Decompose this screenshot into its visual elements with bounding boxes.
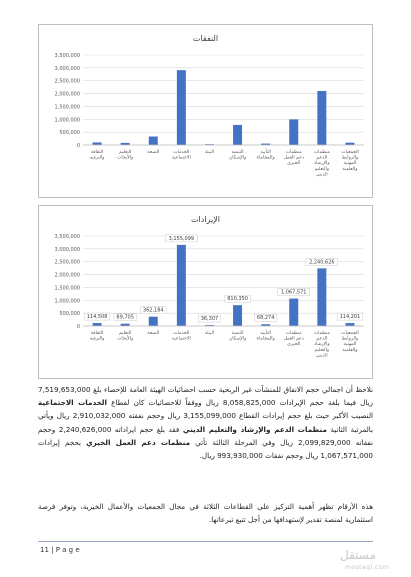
x-tick-label (341, 331, 359, 353)
y-tick-label: 500,000 (59, 311, 80, 318)
y-tick-label: 1,500,000 (54, 285, 80, 292)
bar (345, 323, 354, 326)
bar (149, 137, 158, 145)
x-tick-line: التأييد (260, 331, 271, 336)
para1-text-1: نلاحظ أن اجمالي حجم الانفاق للمنشآت غير الربحية حسب احصائيات الهيئة العامة للإحصاء بلغ 7,519,653,000 ريال فيما بلغة حجم الإيرادات 8,058,825,000 ريال ووفقاً للاحصائيات كان لقطاع (38, 385, 373, 408)
x-tick-line: التعليم (119, 150, 132, 155)
x-tick-line: الثقافة (90, 150, 104, 155)
bar (233, 305, 242, 326)
y-tick-label: 2,000,000 (54, 272, 80, 279)
x-tick-line: الدعم (316, 155, 328, 161)
x-tick-line: الديني (316, 172, 328, 178)
x-tick-line: الخدمات (173, 331, 190, 336)
y-tick-label: 3,500,000 (54, 53, 80, 59)
conclusion-paragraph (38, 500, 373, 526)
x-tick-line: الصحة (147, 150, 160, 155)
x-tick-label (284, 150, 304, 166)
data-label: 68,274 (256, 315, 275, 322)
x-tick-line: منظمات (285, 331, 302, 336)
data-label: 1,067,571 (281, 289, 307, 296)
x-tick-line: والإسكان (228, 336, 247, 342)
y-tick-label: 1,500,000 (54, 104, 80, 111)
x-tick-label (257, 329, 275, 342)
x-tick-label (284, 331, 304, 347)
data-label: 2,240,626 (309, 259, 335, 266)
x-tick-line: الخيري (287, 342, 301, 348)
x-tick-line: الاجتماعية (171, 155, 191, 161)
x-tick-label (205, 331, 214, 336)
bar (317, 91, 326, 145)
x-tick-label (172, 331, 191, 342)
chart-title: الإيرادات (191, 215, 220, 224)
x-tick-line: المهنية (343, 161, 357, 167)
x-tick-line: البيئة (204, 331, 215, 336)
expenses-chart-svg (39, 25, 372, 197)
x-tick-line: الديني (316, 353, 328, 359)
x-tick-line: المهنية (343, 342, 357, 348)
x-tick-label (314, 150, 331, 177)
y-tick-label: 0 (76, 143, 80, 149)
y-tick-label: 1,000,000 (54, 117, 80, 124)
x-tick-line: الجمعيات (341, 331, 359, 336)
revenues-chart (38, 205, 373, 379)
para1-bold-charity-orgs: منظمات دعم العمل الخيري (86, 437, 191, 447)
bar (149, 317, 158, 326)
x-tick-line: دعم العمل (283, 336, 304, 342)
x-tick-line: منظمات (285, 150, 302, 155)
x-tick-line: والإرشاد (314, 342, 330, 348)
x-tick-label (90, 331, 105, 342)
para1-bold-social-services: الخدمات الاجتماعية (38, 398, 107, 408)
x-tick-line: التنمية (231, 331, 244, 336)
para1-text-3: فقد بلغ حجم ايراداته 2,240,626,000 وحجم نفقاته 2,099,829,000 ريال وفي المرحلة الثالثة تأتي (38, 424, 374, 447)
watermark-domain: mostaql.com (345, 564, 390, 571)
chart-title: النفقات (192, 34, 219, 43)
data-label: 114,508 (86, 314, 108, 321)
x-tick-label (117, 331, 133, 342)
bar (289, 119, 298, 145)
y-tick-label: 3,500,000 (54, 234, 80, 240)
bar (289, 299, 298, 326)
bar (317, 268, 326, 326)
x-tick-label (117, 150, 133, 161)
data-label: 89,705 (116, 314, 134, 321)
x-tick-label (257, 148, 275, 161)
page-number: 11 | P a g e (40, 546, 80, 554)
x-tick-label (229, 150, 246, 161)
x-tick-label (314, 331, 331, 358)
data-label: 810,350 (227, 296, 248, 303)
x-tick-line: التنمية (231, 150, 244, 155)
x-tick-line: والترفيه (89, 336, 105, 342)
x-tick-line: الخيري (287, 161, 301, 167)
x-tick-line: التأييد (260, 150, 271, 155)
x-tick-line: والتعليم (314, 166, 330, 172)
x-tick-line: والروابط (341, 155, 359, 161)
x-tick-line: والعلمية (342, 347, 358, 353)
para1-text-2: النصيب الأكبر حيث بلغ حجم إيرادات القطاع 3,155,099,000 ريال وحجم نفقته 2,910,032,000 ريال ويأتي بالمرتبة الثانية (38, 411, 374, 434)
y-tick-label: 2,500,000 (54, 259, 80, 266)
x-tick-label (172, 150, 191, 161)
para1-bold-religious-orgs: منظمات الدعم والإرشاد والتعليم الديني (182, 424, 327, 434)
x-tick-line: والتعليم (314, 347, 330, 353)
bar (233, 125, 242, 145)
y-tick-label: 2,500,000 (54, 78, 80, 85)
x-tick-line: والروابط (341, 336, 359, 342)
analysis-paragraph (38, 383, 373, 462)
x-tick-line: والمحاماة (256, 155, 275, 161)
x-tick-line: الخدمات (173, 150, 190, 155)
para2-text: هذه الأرقام تظهر أهمية التركيز على القطاعات الثلاثة في مجال الجمعيات والأعمال الخيرية، وتوفر فرصة استثمارية لمنصة تقدير لإستهدافها من أجل تتبع تبرعاتها. (38, 502, 373, 525)
x-tick-line: الثقافة (90, 331, 104, 336)
x-tick-label (90, 150, 105, 161)
x-tick-label (147, 150, 159, 155)
y-tick-label: 0 (76, 324, 80, 330)
x-tick-label (229, 331, 246, 342)
bar (93, 323, 102, 326)
x-tick-line: الاجتماعية (171, 336, 191, 342)
x-tick-line: والإرشاد (314, 161, 330, 167)
x-tick-line: منظمات (313, 331, 330, 336)
footer-divider (38, 541, 373, 542)
x-tick-line: والأبحاث (117, 155, 134, 161)
y-tick-label: 1,000,000 (54, 298, 80, 305)
x-tick-line: الجمعيات (341, 150, 359, 155)
y-tick-label: 500,000 (59, 130, 80, 137)
x-tick-line: الصحة (147, 331, 160, 336)
x-tick-line: منظمات (313, 150, 330, 155)
y-tick-label: 3,000,000 (54, 65, 80, 72)
x-tick-line: والإسكان (228, 155, 247, 161)
x-tick-line: التعليم (119, 331, 132, 336)
expenses-chart (38, 24, 373, 198)
bar (93, 142, 102, 145)
data-label: 3,155,099 (168, 235, 195, 242)
y-tick-label: 3,000,000 (54, 246, 80, 253)
x-tick-label (205, 150, 214, 155)
x-tick-line: البيئة (204, 150, 215, 155)
data-label: 36,307 (200, 316, 219, 323)
data-label: 114,201 (339, 314, 361, 321)
x-tick-line: والعلمية (342, 166, 358, 172)
x-tick-line: والأبحاث (117, 336, 134, 342)
revenues-chart-svg (39, 206, 372, 378)
data-label: 362,184 (142, 307, 164, 314)
bar (177, 245, 186, 326)
x-tick-label (147, 331, 159, 336)
y-tick-label: 2,000,000 (54, 91, 80, 98)
para1-text-4: بحجم إيرادات 1,067,571,000 ريال وحجم نفقات 993,930,000 ريال. (38, 437, 373, 461)
x-tick-label (341, 150, 359, 172)
watermark-logo: مستقل (340, 548, 376, 562)
x-tick-line: والترفيه (89, 155, 105, 161)
x-tick-line: والمحاماة (256, 336, 275, 342)
bar (177, 70, 186, 145)
x-tick-line: الدعم (316, 336, 328, 342)
x-tick-line: دعم العمل (283, 155, 304, 161)
